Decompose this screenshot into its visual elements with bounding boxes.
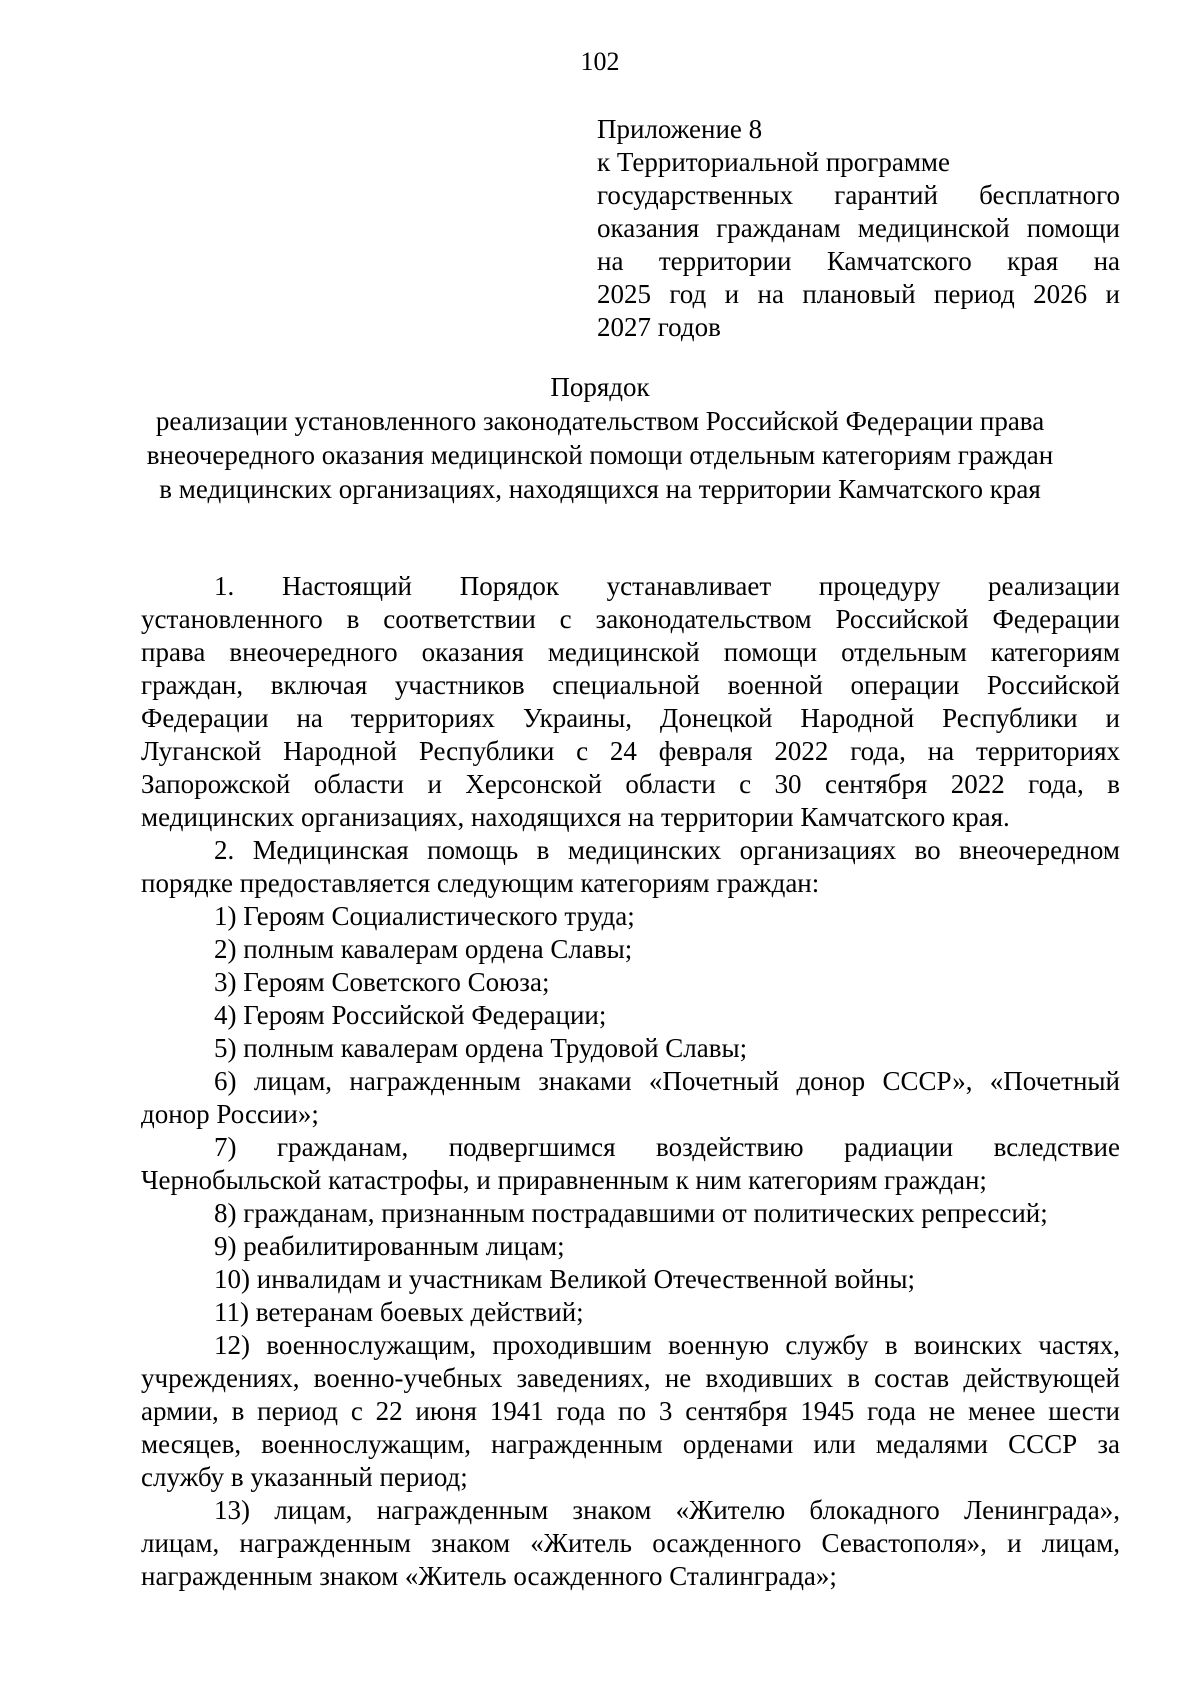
appendix-line: Приложение 8 bbox=[597, 114, 763, 144]
text-line: Запорожской области и Херсонской области с 30 сентября 2022 года, в bbox=[141, 769, 1120, 799]
list-item-9 bbox=[141, 1230, 1120, 1263]
text-line: месяцев, военнослужащим, награжденным орденами или медалями СССР за bbox=[141, 1429, 1120, 1459]
text-line: службу в указанный период; bbox=[141, 1462, 468, 1492]
text-line: лицам, награжденным знаком «Житель осажденного Севастополя», и лицам, bbox=[141, 1528, 1120, 1558]
title-heading: Порядок bbox=[550, 372, 650, 402]
text-line: 1. Настоящий Порядок устанавливает процедуру реализации bbox=[214, 571, 1120, 601]
text-line: установленного в соответствии с законодательством Российской Федерации bbox=[141, 604, 1120, 634]
title-line: в медицинских организациях, находящихся на территории Камчатского края bbox=[159, 474, 1041, 504]
text-line: Федерации на территориях Украины, Донецкой Народной Республики и bbox=[141, 703, 1120, 733]
text-line: Чернобыльской катастрофы, и приравненным к ним категориям граждан; bbox=[141, 1165, 987, 1195]
text-line: 5) полным кавалерам ордена Трудовой Славы; bbox=[214, 1033, 748, 1063]
text-line: 12) военнослужащим, проходившим военную службу в воинских частях, bbox=[214, 1330, 1120, 1360]
text-line: награжденным знаком «Житель осажденного Сталинграда»; bbox=[141, 1561, 837, 1591]
appendix-line: к Территориальной программе bbox=[597, 147, 950, 177]
text-line: 2) полным кавалерам ордена Славы; bbox=[214, 934, 633, 964]
document-body bbox=[141, 570, 1120, 1593]
page-number: 102 bbox=[580, 47, 620, 76]
text-line: 7) гражданам, подвергшимся воздействию радиации вследствие bbox=[214, 1132, 1120, 1162]
text-line: 1) Героям Социалистического труда; bbox=[214, 901, 635, 931]
title-line: внеочередного оказания медицинской помощи отдельным категориям граждан bbox=[146, 440, 1054, 470]
appendix-line: государственных гарантий бесплатного bbox=[597, 180, 1120, 210]
list-item-2 bbox=[141, 933, 1120, 966]
appendix-line: оказания гражданам медицинской помощи bbox=[597, 213, 1120, 243]
document-title bbox=[120, 370, 1080, 506]
list-item-8 bbox=[141, 1197, 1120, 1230]
list-item-1 bbox=[141, 900, 1120, 933]
text-line: 10) инвалидам и участникам Великой Отечественной войны; bbox=[214, 1264, 915, 1294]
text-line: армии, в период с 22 июня 1941 года по 3 сентября 1945 года не менее шести bbox=[141, 1396, 1120, 1426]
text-line: 3) Героям Советского Союза; bbox=[214, 967, 550, 997]
paragraph-1 bbox=[141, 570, 1120, 834]
text-line: 11) ветеранам боевых действий; bbox=[214, 1297, 584, 1327]
text-line: 9) реабилитированным лицам; bbox=[214, 1231, 565, 1261]
text-line: учреждениях, военно-учебных заведениях, не входивших в состав действующей bbox=[141, 1363, 1120, 1393]
text-line: 4) Героям Российской Федерации; bbox=[214, 1000, 607, 1030]
text-line: медицинских организациях, находящихся на территории Камчатского края. bbox=[141, 802, 1010, 832]
paragraph-2 bbox=[141, 834, 1120, 900]
text-line: граждан, включая участников специальной военной операции Российской bbox=[141, 670, 1120, 700]
list-item-11 bbox=[141, 1296, 1120, 1329]
list-item-13 bbox=[141, 1494, 1120, 1593]
text-line: 8) гражданам, признанным пострадавшими от политических репрессий; bbox=[214, 1198, 1048, 1228]
text-line: 2. Медицинская помощь в медицинских организациях во внеочередном bbox=[214, 835, 1120, 865]
text-line: 13) лицам, награжденным знаком «Жителю блокадного Ленинграда», bbox=[214, 1495, 1120, 1525]
list-item-6 bbox=[141, 1065, 1120, 1131]
text-line: 6) лицам, награжденным знаками «Почетный донор СССР», «Почетный bbox=[214, 1066, 1120, 1096]
title-line: реализации установленного законодательством Российской Федерации права bbox=[155, 406, 1045, 436]
text-line: Луганской Народной Республики с 24 февраля 2022 года, на территориях bbox=[141, 736, 1120, 766]
appendix-line: 2027 годов bbox=[597, 312, 721, 342]
appendix-line: на территории Камчатского края на bbox=[597, 246, 1120, 276]
text-line: донор России»; bbox=[141, 1099, 319, 1129]
list-item-4 bbox=[141, 999, 1120, 1032]
text-line: права внеочередного оказания медицинской помощи отдельным категориям bbox=[141, 637, 1120, 667]
list-item-7 bbox=[141, 1131, 1120, 1197]
list-item-3 bbox=[141, 966, 1120, 999]
text-line: порядке предоставляется следующим категориям граждан: bbox=[141, 868, 820, 898]
list-item-5 bbox=[141, 1032, 1120, 1065]
appendix-line: 2025 год и на плановый период 2026 и bbox=[597, 279, 1120, 309]
list-item-10 bbox=[141, 1263, 1120, 1296]
list-item-12 bbox=[141, 1329, 1120, 1494]
appendix-header bbox=[597, 113, 1120, 344]
